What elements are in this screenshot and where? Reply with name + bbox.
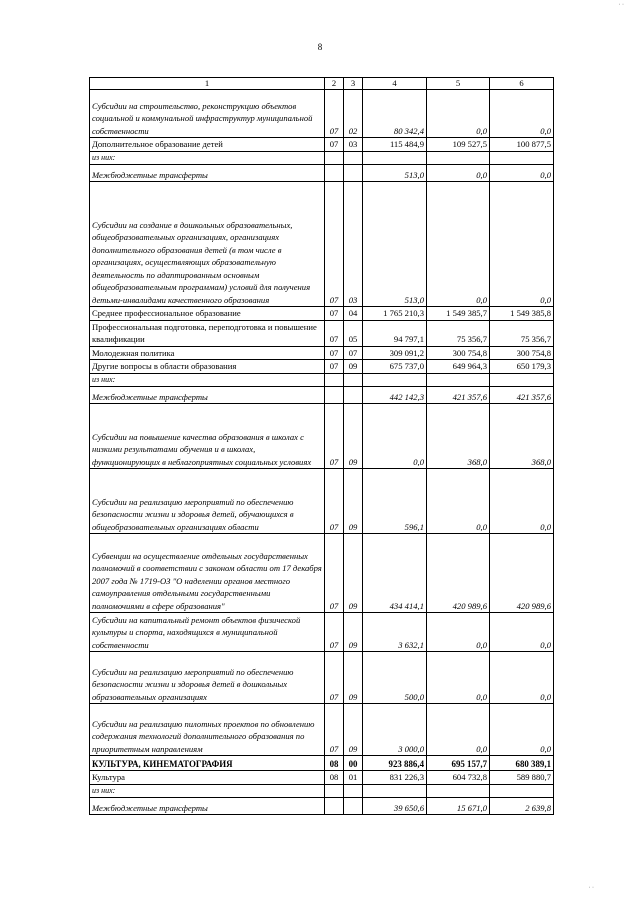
- section-code: 08: [325, 771, 344, 785]
- amount-col-6: [490, 373, 554, 387]
- subsection-code: 03: [344, 138, 363, 152]
- section-code: [325, 798, 344, 815]
- amount-col-6: 100 877,5: [490, 138, 554, 152]
- subsection-code: 09: [344, 652, 363, 704]
- row-name: Профессиональная подготовка, переподготовка и повышение квалификации: [90, 320, 325, 346]
- amount-col-5: 649 964,3: [427, 360, 490, 374]
- amount-col-6: 0,0: [490, 165, 554, 182]
- subsection-code: 02: [344, 90, 363, 138]
- table-row: [90, 360, 554, 374]
- subsection-code: 09: [344, 704, 363, 756]
- amount-col-5: 15 671,0: [427, 798, 490, 815]
- section-code: 07: [325, 469, 344, 534]
- amount-col-6: [490, 151, 554, 165]
- amount-col-4: [363, 784, 427, 798]
- row-name: Субсидии на строительство, реконструкцию объектов социальной и коммунальной инфраструктур муниципальной собственности: [90, 90, 325, 138]
- amount-col-5: 0,0: [427, 469, 490, 534]
- amount-col-6: 75 356,7: [490, 320, 554, 346]
- table-row: [90, 613, 554, 652]
- amount-col-5: [427, 373, 490, 387]
- row-name: Субсидии на создание в дошкольных образовательных, общеобразовательных организациях, организациях дополнительного образования детей (в том числе в организациях, осуществляющих образовательную деятельность по адаптированным основным общеобразовательным программам) условий для получения детьми-инвалидами качественного образования: [90, 182, 325, 307]
- header-col-4: 4: [363, 78, 427, 90]
- row-name: Другие вопросы в области образования: [90, 360, 325, 374]
- header-col-6: 6: [490, 78, 554, 90]
- amount-col-6: 0,0: [490, 613, 554, 652]
- row-name: Субсидии на реализацию мероприятий по обеспечению безопасности жизни и здоровья детей в дошкольных образовательных организациях: [90, 652, 325, 704]
- section-code: 07: [325, 138, 344, 152]
- row-name: Межбюджетные трансферты: [90, 387, 325, 404]
- amount-col-4: 596,1: [363, 469, 427, 534]
- amount-col-5: 0,0: [427, 613, 490, 652]
- section-code: 07: [325, 346, 344, 360]
- table-row: [90, 704, 554, 756]
- section-code: [325, 784, 344, 798]
- subsection-code: 04: [344, 307, 363, 321]
- amount-col-5: 0,0: [427, 182, 490, 307]
- section-code: [325, 165, 344, 182]
- row-name: Субсидии на реализацию мероприятий по обеспечению безопасности жизни и здоровья детей, обучающихся в общеобразовательных организациях области: [90, 469, 325, 534]
- amount-col-5: [427, 784, 490, 798]
- amount-col-5: 368,0: [427, 404, 490, 469]
- subsection-code: 09: [344, 360, 363, 374]
- amount-col-4: 309 091,2: [363, 346, 427, 360]
- section-code: 07: [325, 320, 344, 346]
- table-row: [90, 387, 554, 404]
- section-code: [325, 373, 344, 387]
- header-col-5: 5: [427, 78, 490, 90]
- table-row: [90, 771, 554, 785]
- amount-col-4: 831 226,3: [363, 771, 427, 785]
- amount-col-5: 421 357,6: [427, 387, 490, 404]
- edge-mark-top: · ·: [618, 2, 624, 8]
- row-name: Межбюджетные трансферты: [90, 798, 325, 815]
- subsection-code: [344, 784, 363, 798]
- table-row: [90, 346, 554, 360]
- amount-col-6: 680 389,1: [490, 756, 554, 771]
- section-code: 07: [325, 534, 344, 613]
- amount-col-4: 0,0: [363, 404, 427, 469]
- amount-col-4: 675 737,0: [363, 360, 427, 374]
- amount-col-6: 300 754,8: [490, 346, 554, 360]
- amount-col-4: 3 000,0: [363, 704, 427, 756]
- table-row: [90, 404, 554, 469]
- section-code: 07: [325, 613, 344, 652]
- subsection-code: [344, 387, 363, 404]
- row-name: Среднее профессиональное образование: [90, 307, 325, 321]
- row-name: КУЛЬТУРА, КИНЕМАТОГРАФИЯ: [90, 756, 325, 771]
- amount-col-6: 650 179,3: [490, 360, 554, 374]
- amount-col-4: 442 142,3: [363, 387, 427, 404]
- amount-col-5: 300 754,8: [427, 346, 490, 360]
- header-col-2: 2: [325, 78, 344, 90]
- section-code: 07: [325, 360, 344, 374]
- subsection-code: [344, 151, 363, 165]
- edge-mark-bottom: · ·: [588, 885, 594, 891]
- subsection-code: 09: [344, 613, 363, 652]
- amount-col-5: 695 157,7: [427, 756, 490, 771]
- amount-col-6: 0,0: [490, 652, 554, 704]
- row-name: Субсидии на реализацию пилотных проектов по обновлению содержания технологий дополнительного образования по приоритетным направлениям: [90, 704, 325, 756]
- amount-col-4: 434 414,1: [363, 534, 427, 613]
- table-row: [90, 784, 554, 798]
- amount-col-4: 513,0: [363, 165, 427, 182]
- section-code: 07: [325, 307, 344, 321]
- subsection-code: 00: [344, 756, 363, 771]
- subsection-code: 09: [344, 534, 363, 613]
- table-row: [90, 373, 554, 387]
- subsection-code: 07: [344, 346, 363, 360]
- row-name: Субвенции на осуществление отдельных государственных полномочий в соответствии с законом области от 17 декабря 2007 года № 1719-ОЗ "О наделении органов местного самоуправления отдельными государственными полномочиями в сфере образования": [90, 534, 325, 613]
- subsection-code: 01: [344, 771, 363, 785]
- amount-col-5: 0,0: [427, 704, 490, 756]
- section-code: [325, 151, 344, 165]
- table-row: [90, 138, 554, 152]
- table-row: [90, 534, 554, 613]
- amount-col-6: 589 880,7: [490, 771, 554, 785]
- amount-col-4: 80 342,4: [363, 90, 427, 138]
- amount-col-6: 0,0: [490, 469, 554, 534]
- table-row: [90, 182, 554, 307]
- section-code: 07: [325, 182, 344, 307]
- table-row: [90, 151, 554, 165]
- amount-col-4: 500,0: [363, 652, 427, 704]
- table-row: [90, 652, 554, 704]
- table-row: [90, 320, 554, 346]
- row-name: Культура: [90, 771, 325, 785]
- section-code: [325, 387, 344, 404]
- amount-col-6: 0,0: [490, 182, 554, 307]
- amount-col-5: 0,0: [427, 652, 490, 704]
- amount-col-4: 115 484,9: [363, 138, 427, 152]
- amount-col-6: [490, 784, 554, 798]
- amount-col-6: 368,0: [490, 404, 554, 469]
- subsection-code: 09: [344, 404, 363, 469]
- amount-col-5: 75 356,7: [427, 320, 490, 346]
- amount-col-4: 39 650,6: [363, 798, 427, 815]
- amount-col-6: 2 639,8: [490, 798, 554, 815]
- amount-col-5: [427, 151, 490, 165]
- row-name: Межбюджетные трансферты: [90, 165, 325, 182]
- subsection-code: [344, 165, 363, 182]
- amount-col-5: 0,0: [427, 90, 490, 138]
- table-row: [90, 165, 554, 182]
- section-code: 07: [325, 704, 344, 756]
- section-code: 07: [325, 652, 344, 704]
- budget-table: [89, 77, 554, 815]
- header-col-3: 3: [344, 78, 363, 90]
- subsection-code: [344, 798, 363, 815]
- subsection-code: 05: [344, 320, 363, 346]
- amount-col-5: 109 527,5: [427, 138, 490, 152]
- amount-col-6: 421 357,6: [490, 387, 554, 404]
- amount-col-4: 94 797,1: [363, 320, 427, 346]
- table-row: [90, 307, 554, 321]
- table-row: [90, 469, 554, 534]
- amount-col-4: 513,0: [363, 182, 427, 307]
- amount-col-4: [363, 151, 427, 165]
- row-name: из них:: [90, 151, 325, 165]
- amount-col-4: 1 765 210,3: [363, 307, 427, 321]
- row-name: из них:: [90, 373, 325, 387]
- amount-col-5: 420 989,6: [427, 534, 490, 613]
- amount-col-6: 0,0: [490, 704, 554, 756]
- amount-col-6: 420 989,6: [490, 534, 554, 613]
- amount-col-5: 0,0: [427, 165, 490, 182]
- row-name: Субсидии на капитальный ремонт объектов физической культуры и спорта, находящихся в муниципальной собственности: [90, 613, 325, 652]
- row-name: Молодежная политика: [90, 346, 325, 360]
- amount-col-4: [363, 373, 427, 387]
- header-col-1: 1: [90, 78, 325, 90]
- subsection-code: [344, 373, 363, 387]
- row-name: из них:: [90, 784, 325, 798]
- subsection-code: 09: [344, 469, 363, 534]
- subsection-code: 03: [344, 182, 363, 307]
- amount-col-5: 1 549 385,7: [427, 307, 490, 321]
- amount-col-5: 604 732,8: [427, 771, 490, 785]
- amount-col-6: 0,0: [490, 90, 554, 138]
- table-row: [90, 798, 554, 815]
- section-code: 07: [325, 90, 344, 138]
- page-number: 8: [317, 42, 323, 52]
- row-name: Субсидии на повышение качества образования в школах с низкими результатами обучения и в школах, функционирующих в неблагоприятных социальных условиях: [90, 404, 325, 469]
- table-row: [90, 756, 554, 771]
- table-row: [90, 90, 554, 138]
- amount-col-4: 3 632,1: [363, 613, 427, 652]
- row-name: Дополнительное образование детей: [90, 138, 325, 152]
- amount-col-6: 1 549 385,8: [490, 307, 554, 321]
- amount-col-4: 923 886,4: [363, 756, 427, 771]
- table-header-row: [90, 78, 554, 90]
- section-code: 08: [325, 756, 344, 771]
- section-code: 07: [325, 404, 344, 469]
